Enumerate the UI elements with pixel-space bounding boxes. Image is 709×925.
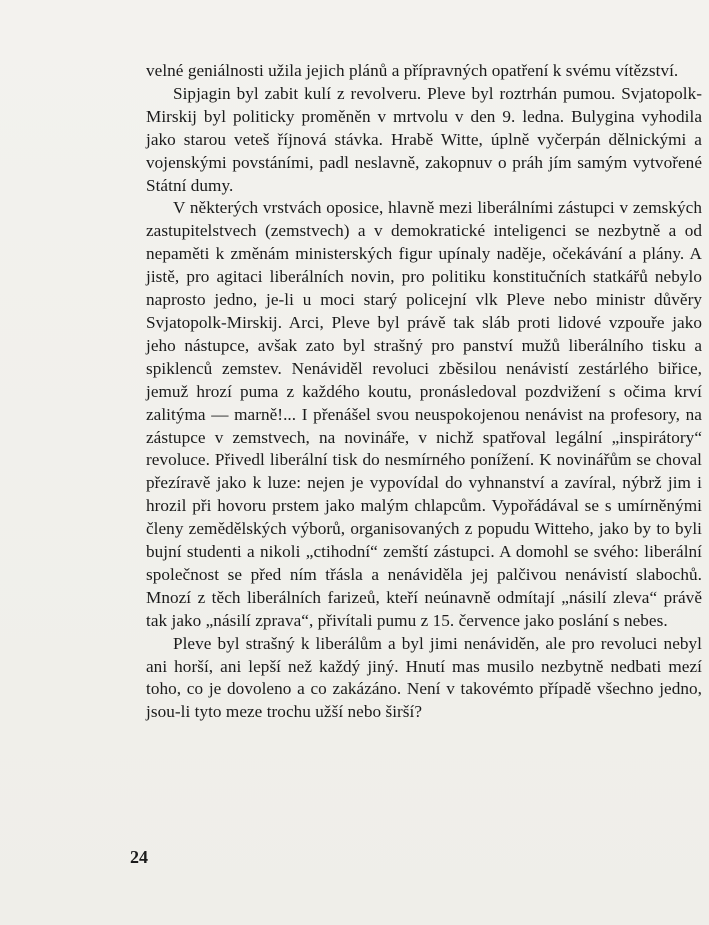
paragraph-continuation: velné geniálnosti užila jejich plánů a přípravných opatření k svému vítězství.	[146, 61, 679, 80]
paragraph-assassinations: Sipjagin byl zabit kulí z revolveru. Pleve byl roztrhán pumou. Svjatopolk-Mirskij byl politicky proměněn v mrtvolu v den 9. ledna. Bulygina vyhodila jako starou veteš říjnová stávka. Hrabě Witte, úplně vyčerpán dělnickými a vojenskými povstáními, padl neslavně, zakopnuv o práh jím samým vytvořené Státní dumy.	[146, 83, 702, 195]
page-number: 24	[130, 847, 148, 867]
body-text	[146, 60, 702, 724]
paragraph-conclusion: Pleve byl strašný k liberálům a byl jimi nenáviděn, ale pro revoluci nebyl ani horší, ani lepší než každý jiný. Hnutí mas musilo nezbytně nedbati mezí toho, co je dovoleno a co zakázáno. Není v takovémto případě všechno jedno, jsou-li tyto meze trochu užší nebo širší?	[146, 633, 702, 722]
paragraph-opposition: V některých vrstvách oposice, hlavně mezi liberálními zástupci v zemských zastupitelstvech (zemstvech) a v demokratické inteligenci se nezbytně a od nepaměti k změnám ministerských figur upínaly naděje, očekávání a plány. A jistě, pro agitaci liberálních novin, pro politiku konstitučních statkářů nebylo naprosto jedno, je-li u moci starý policejní vlk Pleve nebo ministr důvěry Svjatopolk-Mirskij. Arci, Pleve byl právě tak sláb proti lidové vzpouře jako jeho nástupce, avšak zato byl strašný pro panství mužů liberálního tisku a spiklenců zemstev. Nenáviděl revoluci zběsilou nenávistí zestárlého biřice, jemuž hrozí puma z každého koutu, pronásledoval pozdvižení s očima krví zalitýma — marně!... I přenášel svou neuspokojenou nenávist na profesory, na zástupce v zemstvech, na novináře, v nichž spatřoval legální „inspirátory“ revoluce. Přivedl liberální tisk do nesmírného ponížení. K novinářům se choval přezíravě jako k luze: nejen je vypovídal do vyhnanství a zavíral, nýbrž jim i hrozil při hovoru prstem jako malým chlapcům. Vypořádával se s umírněnými členy zemědělských výborů, organisovaných z popudu Witteho, jako by to byli bujní studenti a nikoli „ctihodní“ zemští zástupci. A domohl se svého: liberální společnost se před ním třásla a nenáviděla jej palčivou nenávistí slabochů. Mnozí z těch liberálních farizeů, kteří neúnavně odmítají „násilí zleva“ právě tak jako „násilí zprava“, přivítali pumu z 15. července jako poslání s nebes.	[146, 198, 702, 630]
